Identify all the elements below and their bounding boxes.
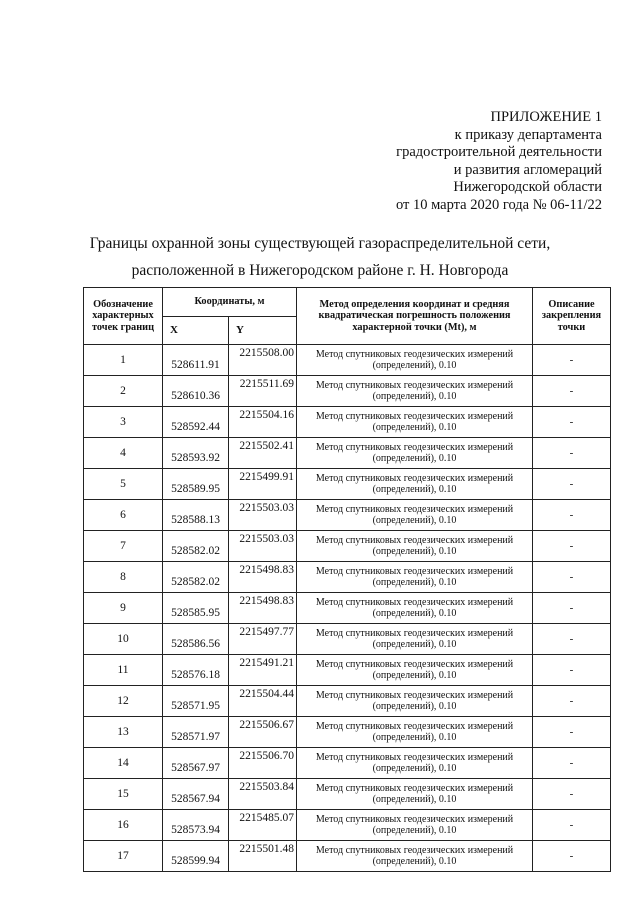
coordinate-x: 528610.36 bbox=[163, 376, 229, 407]
method-cell: Метод спутниковых геодезических измерений (определений), 0.10 bbox=[297, 686, 533, 717]
coordinate-y: 2215503.03 bbox=[229, 531, 297, 562]
header-x: X bbox=[163, 316, 229, 345]
table-row bbox=[84, 748, 611, 779]
table-row bbox=[84, 810, 611, 841]
method-cell: Метод спутниковых геодезических измерений (определений), 0.10 bbox=[297, 438, 533, 469]
header-description: Описание закрепления точки bbox=[533, 288, 611, 345]
method-cell: Метод спутниковых геодезических измерений (определений), 0.10 bbox=[297, 345, 533, 376]
header-method: Метод определения координат и средняя квадратическая погрешность положения характерной точки (Mt), м bbox=[297, 288, 533, 345]
coordinate-x: 528611.91 bbox=[163, 345, 229, 376]
table-row bbox=[84, 469, 611, 500]
point-number: 1 bbox=[84, 345, 163, 376]
point-number: 10 bbox=[84, 624, 163, 655]
coordinate-y: 2215491.21 bbox=[229, 655, 297, 686]
appendix-line: Нижегородской области bbox=[453, 179, 602, 196]
description-cell: - bbox=[533, 717, 611, 748]
coordinate-y: 2215508.00 bbox=[229, 345, 297, 376]
document-title-line-2: расположенной в Нижегородском районе г. Н. Новгорода bbox=[131, 262, 509, 279]
description-cell: - bbox=[533, 779, 611, 810]
coordinate-y: 2215499.91 bbox=[229, 469, 297, 500]
method-cell: Метод спутниковых геодезических измерений (определений), 0.10 bbox=[297, 562, 533, 593]
description-cell: - bbox=[533, 624, 611, 655]
coordinate-x: 528599.94 bbox=[163, 841, 229, 872]
coordinate-y: 2215506.67 bbox=[229, 717, 297, 748]
point-number: 3 bbox=[84, 407, 163, 438]
point-number: 6 bbox=[84, 500, 163, 531]
appendix-title: ПРИЛОЖЕНИЕ 1 bbox=[490, 109, 602, 125]
description-cell: - bbox=[533, 655, 611, 686]
coordinate-y: 2215504.16 bbox=[229, 407, 297, 438]
header-coordinates: Координаты, м bbox=[163, 288, 297, 317]
point-number: 2 bbox=[84, 376, 163, 407]
method-cell: Метод спутниковых геодезических измерений (определений), 0.10 bbox=[297, 655, 533, 686]
appendix-line: к приказу департамента bbox=[454, 126, 602, 143]
appendix-line: и развития агломераций bbox=[453, 161, 602, 178]
point-number: 15 bbox=[84, 779, 163, 810]
table-body bbox=[84, 345, 611, 872]
coordinate-x: 528592.44 bbox=[163, 407, 229, 438]
description-cell: - bbox=[533, 841, 611, 872]
point-number: 4 bbox=[84, 438, 163, 469]
coordinate-x: 528589.95 bbox=[163, 469, 229, 500]
description-cell: - bbox=[533, 407, 611, 438]
method-cell: Метод спутниковых геодезических измерений (определений), 0.10 bbox=[297, 717, 533, 748]
table-row bbox=[84, 717, 611, 748]
table-row bbox=[84, 686, 611, 717]
description-cell: - bbox=[533, 469, 611, 500]
method-cell: Метод спутниковых геодезических измерений (определений), 0.10 bbox=[297, 779, 533, 810]
table-row bbox=[84, 531, 611, 562]
method-cell: Метод спутниковых геодезических измерений (определений), 0.10 bbox=[297, 810, 533, 841]
appendix-line: градостроительной деятельности bbox=[396, 144, 602, 161]
coordinate-x: 528571.95 bbox=[163, 686, 229, 717]
method-cell: Метод спутниковых геодезических измерений (определений), 0.10 bbox=[297, 841, 533, 872]
coordinate-y: 2215511.69 bbox=[229, 376, 297, 407]
point-number: 14 bbox=[84, 748, 163, 779]
coordinate-x: 528586.56 bbox=[163, 624, 229, 655]
point-number: 17 bbox=[84, 841, 163, 872]
description-cell: - bbox=[533, 345, 611, 376]
description-cell: - bbox=[533, 500, 611, 531]
coordinate-y: 2215502.41 bbox=[229, 438, 297, 469]
table-row bbox=[84, 593, 611, 624]
point-number: 13 bbox=[84, 717, 163, 748]
table-row bbox=[84, 376, 611, 407]
point-number: 16 bbox=[84, 810, 163, 841]
point-number: 12 bbox=[84, 686, 163, 717]
coordinate-x: 528567.97 bbox=[163, 748, 229, 779]
table-row bbox=[84, 562, 611, 593]
method-cell: Метод спутниковых геодезических измерений (определений), 0.10 bbox=[297, 624, 533, 655]
coordinate-x: 528588.13 bbox=[163, 500, 229, 531]
description-cell: - bbox=[533, 438, 611, 469]
boundary-points-table bbox=[83, 287, 611, 872]
coordinate-x: 528571.97 bbox=[163, 717, 229, 748]
table-row bbox=[84, 779, 611, 810]
point-number: 5 bbox=[84, 469, 163, 500]
table-row bbox=[84, 438, 611, 469]
point-number: 7 bbox=[84, 531, 163, 562]
method-cell: Метод спутниковых геодезических измерений (определений), 0.10 bbox=[297, 531, 533, 562]
coordinate-y: 2215504.44 bbox=[229, 686, 297, 717]
coordinate-x: 528593.92 bbox=[163, 438, 229, 469]
appendix-date-number: от 10 марта 2020 года № 06-11/22 bbox=[395, 196, 602, 213]
table-row bbox=[84, 500, 611, 531]
description-cell: - bbox=[533, 531, 611, 562]
coordinate-y: 2215498.83 bbox=[229, 593, 297, 624]
point-number: 9 bbox=[84, 593, 163, 624]
header-y: Y bbox=[229, 316, 297, 345]
method-cell: Метод спутниковых геодезических измерений (определений), 0.10 bbox=[297, 376, 533, 407]
point-number: 11 bbox=[84, 655, 163, 686]
table-row bbox=[84, 655, 611, 686]
description-cell: - bbox=[533, 810, 611, 841]
point-number: 8 bbox=[84, 562, 163, 593]
coordinate-x: 528573.94 bbox=[163, 810, 229, 841]
coordinate-y: 2215506.70 bbox=[229, 748, 297, 779]
coordinate-y: 2215503.03 bbox=[229, 500, 297, 531]
coordinate-x: 528582.02 bbox=[163, 562, 229, 593]
description-cell: - bbox=[533, 376, 611, 407]
coordinate-y: 2215497.77 bbox=[229, 624, 297, 655]
document-title-line-1: Границы охранной зоны существующей газораспределительной сети, bbox=[89, 235, 551, 252]
table-row bbox=[84, 624, 611, 655]
description-cell: - bbox=[533, 562, 611, 593]
description-cell: - bbox=[533, 593, 611, 624]
coordinate-x: 528576.18 bbox=[163, 655, 229, 686]
coordinate-y: 2215501.48 bbox=[229, 841, 297, 872]
description-cell: - bbox=[533, 748, 611, 779]
method-cell: Метод спутниковых геодезических измерений (определений), 0.10 bbox=[297, 748, 533, 779]
method-cell: Метод спутниковых геодезических измерений (определений), 0.10 bbox=[297, 593, 533, 624]
method-cell: Метод спутниковых геодезических измерений (определений), 0.10 bbox=[297, 407, 533, 438]
coordinate-y: 2215498.83 bbox=[229, 562, 297, 593]
table-row bbox=[84, 345, 611, 376]
method-cell: Метод спутниковых геодезических измерений (определений), 0.10 bbox=[297, 469, 533, 500]
table-row bbox=[84, 407, 611, 438]
coordinate-y: 2215485.07 bbox=[229, 810, 297, 841]
appendix-header bbox=[396, 109, 602, 215]
coordinate-y: 2215503.84 bbox=[229, 779, 297, 810]
method-cell: Метод спутниковых геодезических измерений (определений), 0.10 bbox=[297, 500, 533, 531]
description-cell: - bbox=[533, 686, 611, 717]
header-point-designation: Обозначение характерных точек границ bbox=[84, 288, 163, 345]
coordinate-x: 528582.02 bbox=[163, 531, 229, 562]
table-row bbox=[84, 841, 611, 872]
coordinate-x: 528567.94 bbox=[163, 779, 229, 810]
coordinate-x: 528585.95 bbox=[163, 593, 229, 624]
